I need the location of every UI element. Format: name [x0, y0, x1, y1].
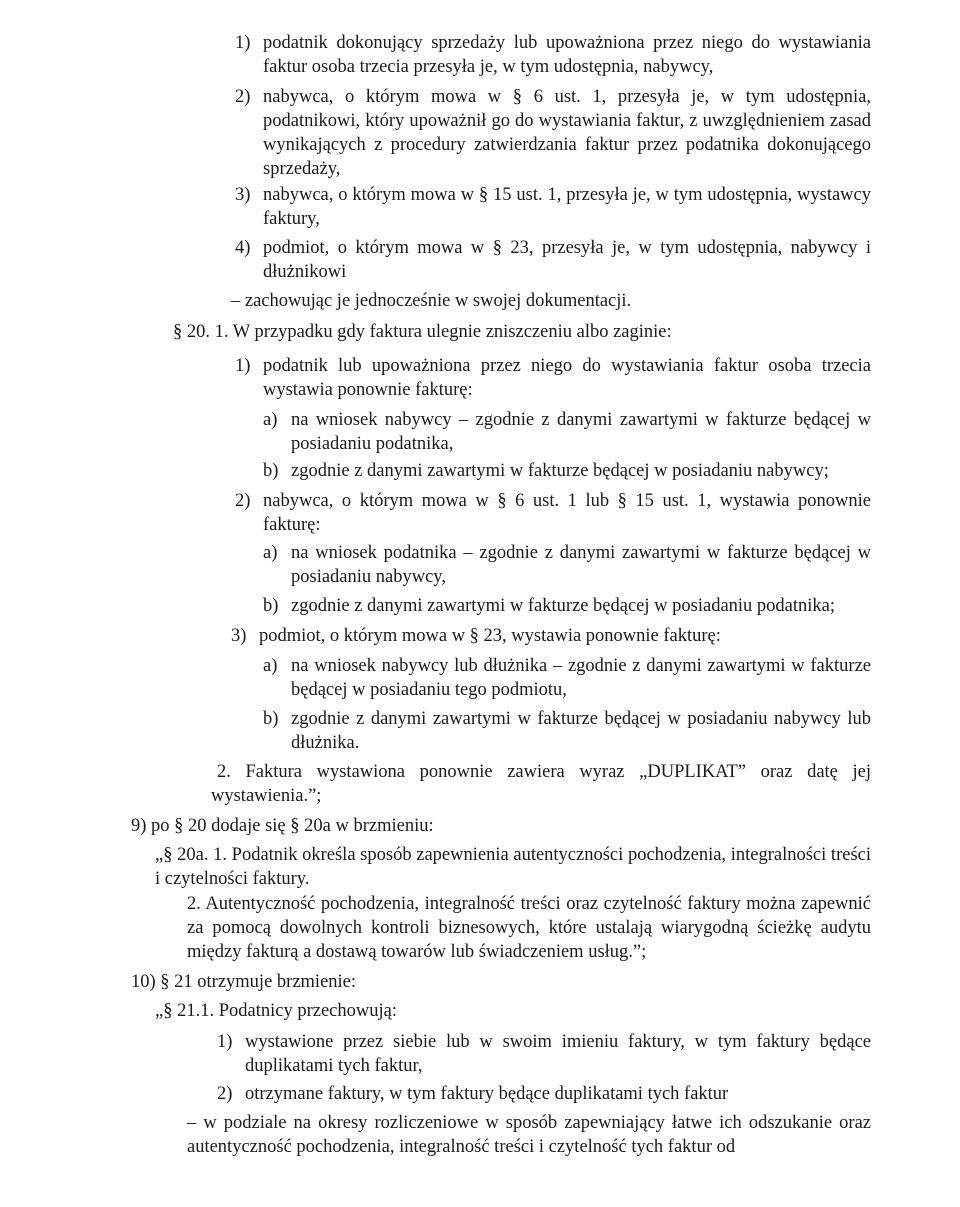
sub-letter: b) [263, 461, 279, 481]
list-number: 1) [235, 33, 251, 53]
closing-line: – zachowując je jednocześnie w swojej dokumentacji. [231, 291, 632, 311]
sub-letter: b) [263, 709, 279, 729]
sub-item-text: zgodnie z danymi zawartymi w fakturze będącej w posiadaniu nabywcy lub dłużnika. [291, 709, 871, 753]
list-item-text: nabywca, o którym mowa w § 15 ust. 1, przesyła je, w tym udostępnia, wystawcy faktury, [263, 185, 871, 229]
sub-item-text: na wniosek podatnika – zgodnie z danymi zawartymi w fakturze będącej w posiadaniu nabywcy, [291, 543, 871, 587]
list-item-text: podatnik dokonujący sprzedaży lub upoważniona przez niego do wystawiania faktur osoba trzecia przesyła je, w tym udostępnia, nabywcy, [263, 33, 871, 77]
section-20-intro: § 20. 1. W przypadku gdy faktura ulegnie zniszczeniu albo zaginie: [173, 322, 672, 342]
sub-letter: a) [263, 410, 278, 430]
sub-item-text: na wniosek nabywcy – zgodnie z danymi zawartymi w fakturze będącej w posiadaniu podatnika, [291, 410, 871, 454]
list-item-text: podmiot, o którym mowa w § 23, przesyła je, w tym udostępnia, nabywcy i dłużnikowi [263, 238, 871, 282]
list-item-text: nabywca, o którym mowa w § 6 ust. 1, przesyła je, w tym udostępnia, podatnikowi, który upoważnił go do wystawiania faktur, z uwzględnieniem zasad wynikających z procedury zatwierdzania faktur przez podatnika dokonującego sprzedaży, [263, 87, 871, 179]
list-item-text: nabywca, o którym mowa w § 6 ust. 1 lub § 15 ust. 1, wystawia ponownie fakturę: [263, 491, 871, 535]
list-item-text: podatnik lub upoważniona przez niego do wystawiania faktur osoba trzecia wystawia ponownie fakturę: [263, 356, 871, 400]
sub-item-text: zgodnie z danymi zawartymi w fakturze będącej w posiadaniu nabywcy; [291, 461, 829, 481]
list-number: 2) [235, 87, 251, 107]
section-21-closing: – w podziale na okresy rozliczeniowe w sposób zapewniający łatwe ich odszukanie oraz autentyczność pochodzenia, integralność treści i czytelność tych faktur od [187, 1113, 871, 1157]
section-20-para-2: 2. Faktura wystawiona ponownie zawiera wyraz „DUPLIKAT” oraz datę jej wystawienia.”; [211, 762, 871, 806]
list-number: 3) [231, 626, 247, 646]
sub-letter: a) [263, 656, 278, 676]
list-number: 1) [217, 1032, 233, 1052]
sub-letter: a) [263, 543, 278, 563]
list-number: 3) [235, 185, 251, 205]
list-number: 2) [235, 491, 251, 511]
list-item-text: otrzymane faktury, w tym faktury będące duplikatami tych faktur [245, 1084, 729, 1104]
list-number: 4) [235, 238, 251, 258]
sub-letter: b) [263, 596, 279, 616]
point-9-heading: 9) po § 20 dodaje się § 20a w brzmieniu: [131, 816, 434, 836]
list-number: 1) [235, 356, 251, 376]
section-20a-para-2: 2. Autentyczność pochodzenia, integralność treści oraz czytelność faktury można zapewnić za pomocą dowolnych kontroli biznesowych, które ustalają wiarygodną ścieżkę audytu między fakturą a dostawą towarów lub świadczeniem usług.”; [187, 894, 871, 962]
list-item-text: wystawione przez siebie lub w swoim imieniu faktury, w tym faktury będące duplikatami tych faktur, [245, 1032, 871, 1076]
sub-item-text: na wniosek nabywcy lub dłużnika – zgodnie z danymi zawartymi w fakturze będącej w posiadaniu tego podmiotu, [291, 656, 871, 700]
list-item-text: podmiot, o którym mowa w § 23, wystawia ponownie fakturę: [259, 626, 721, 646]
section-21-intro: „§ 21.1. Podatnicy przechowują: [155, 1001, 397, 1021]
list-number: 2) [217, 1084, 233, 1104]
section-20a-para-1: „§ 20a. 1. Podatnik określa sposób zapewnienia autentyczności pochodzenia, integralności treści i czytelności faktury. [155, 845, 871, 889]
point-10-heading: 10) § 21 otrzymuje brzmienie: [131, 972, 357, 992]
sub-item-text: zgodnie z danymi zawartymi w fakturze będącej w posiadaniu podatnika; [291, 596, 836, 616]
